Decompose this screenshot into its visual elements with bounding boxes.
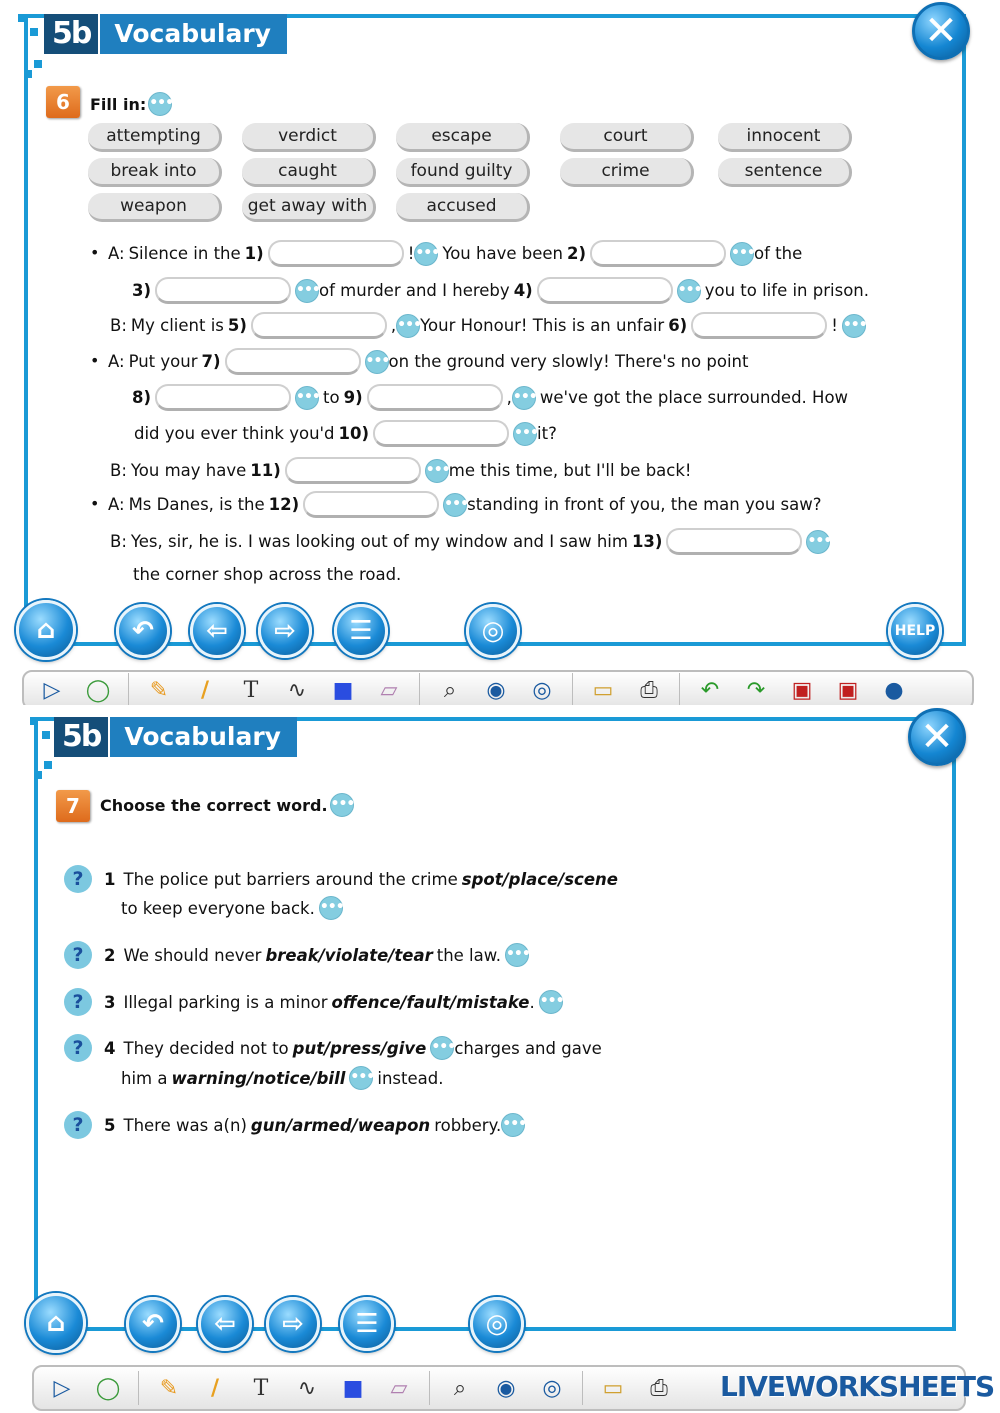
- text: ,: [506, 388, 512, 407]
- text: the law.: [436, 945, 501, 965]
- speaker-label: B:: [110, 316, 127, 335]
- close-button[interactable]: [908, 708, 966, 766]
- decor-pixel: [34, 771, 42, 779]
- close-button[interactable]: [912, 2, 970, 60]
- toolbar-separator: [679, 673, 680, 705]
- undo-icon[interactable]: ↶: [700, 677, 720, 703]
- audio-dots-icon[interactable]: •••: [319, 896, 343, 920]
- text: There was a(n): [123, 1115, 247, 1135]
- exercise-number-badge: 6: [46, 86, 80, 118]
- word-choices[interactable]: put/press/give: [292, 1038, 427, 1058]
- word-chip[interactable]: sentence: [718, 158, 852, 187]
- toolbar-separator: [582, 1371, 583, 1405]
- arrow-right-icon: ⇨: [282, 1309, 304, 1339]
- toolbar-separator: [128, 673, 129, 705]
- text: Ms Danes, is the: [128, 495, 265, 514]
- answer-gap-3[interactable]: [155, 277, 291, 304]
- print-icon[interactable]: ⎙: [640, 677, 658, 703]
- bullet: •: [90, 243, 100, 262]
- question-item: [64, 865, 618, 893]
- previous-page-button[interactable]: [198, 1297, 252, 1351]
- question-item: [64, 941, 529, 969]
- word-choices[interactable]: offence/fault/mistake: [331, 992, 530, 1012]
- close-icon: ✕: [924, 8, 958, 54]
- text: ,: [390, 316, 397, 335]
- toolbar-separator: [138, 1371, 139, 1405]
- text: to: [323, 388, 340, 407]
- word-chip[interactable]: weapon: [88, 193, 222, 222]
- gap-number: 7): [201, 352, 221, 371]
- close-icon: ✕: [920, 714, 954, 760]
- question-item-continued: [121, 896, 343, 920]
- exercise-number-badge: 7: [56, 790, 90, 822]
- audio-dots-icon[interactable]: •••: [501, 1113, 525, 1137]
- dialogue-line: [110, 457, 692, 484]
- arrow-left-icon: ⇦: [214, 1309, 236, 1339]
- audio-button[interactable]: [466, 604, 520, 658]
- audio-dots-icon[interactable]: •••: [365, 350, 389, 374]
- question-icon[interactable]: ?: [64, 1111, 92, 1139]
- list-icon: ☰: [349, 616, 373, 646]
- home-button[interactable]: [16, 600, 76, 660]
- print-icon[interactable]: ⎙: [650, 1375, 668, 1401]
- audio-dots-icon[interactable]: •••: [148, 92, 172, 116]
- dialogue-line: [133, 565, 401, 584]
- question-item: [64, 1111, 525, 1139]
- answer-gap-1[interactable]: [268, 240, 404, 267]
- bullet: •: [90, 351, 100, 370]
- text: !: [831, 316, 838, 335]
- dialogue-line: [132, 277, 869, 304]
- text: Your Honour! This is an unfair: [420, 316, 665, 335]
- item-number: 1: [104, 869, 116, 889]
- text: You have been: [442, 244, 563, 263]
- next-page-button[interactable]: [258, 604, 312, 658]
- text: They decided not to: [123, 1038, 289, 1058]
- exercise-instruction: Choose the correct word.: [100, 795, 328, 815]
- text: Put your: [128, 352, 198, 371]
- save-icon[interactable]: ▣: [791, 677, 813, 703]
- arrow-left-icon: ⇦: [206, 616, 228, 646]
- curve-icon[interactable]: ∿: [287, 677, 307, 703]
- decor-pixel: [30, 28, 38, 36]
- speaker-label: A:: [108, 244, 125, 263]
- word-choices[interactable]: spot/place/scene: [461, 869, 618, 889]
- word-chip[interactable]: crime: [560, 158, 694, 187]
- text-tool-icon[interactable]: T: [243, 677, 259, 703]
- text: Yes, sir, he is. I was looking out of my window and I saw him: [130, 532, 628, 551]
- word-choices[interactable]: warning/notice/bill: [171, 1068, 346, 1088]
- speaker-label: B:: [110, 461, 127, 480]
- word-choices[interactable]: gun/armed/weapon: [250, 1115, 431, 1135]
- back-button[interactable]: [126, 1297, 180, 1351]
- toolbar-separator: [572, 673, 573, 705]
- gap-number: 5): [227, 316, 247, 335]
- word-chip[interactable]: innocent: [718, 123, 852, 152]
- word-chip[interactable]: caught: [242, 158, 376, 187]
- marker-icon[interactable]: /: [200, 677, 210, 703]
- text: you to life in prison.: [704, 281, 869, 300]
- text: it?: [537, 424, 557, 443]
- text: the corner shop across the road.: [133, 565, 402, 584]
- back-button[interactable]: [116, 604, 170, 658]
- text: .: [529, 992, 535, 1012]
- dialogue-line: [110, 528, 830, 555]
- pencil-icon[interactable]: ✎: [159, 1375, 179, 1401]
- answer-gap-4[interactable]: [537, 277, 673, 304]
- audio-dots-icon[interactable]: •••: [539, 990, 563, 1014]
- previous-page-button[interactable]: [190, 604, 244, 658]
- unit-label: 5b: [44, 14, 98, 54]
- audio-dots-icon[interactable]: •••: [414, 242, 438, 266]
- audio-dots-icon[interactable]: •••: [730, 242, 754, 266]
- audio-button[interactable]: [470, 1297, 524, 1351]
- audio-dots-icon[interactable]: •••: [443, 493, 467, 517]
- gap-number: 6): [668, 316, 688, 335]
- tool-toolbar: [22, 670, 974, 705]
- answer-gap-2[interactable]: [590, 240, 726, 267]
- speaker-label: A:: [108, 495, 125, 514]
- text: My client is: [130, 316, 224, 335]
- toolbar-separator: [429, 1371, 430, 1405]
- answer-gap-9[interactable]: [367, 384, 503, 411]
- bullet: •: [90, 494, 100, 513]
- text: me this time, but I'll be back!: [448, 461, 692, 480]
- audio-dots-icon[interactable]: •••: [430, 1036, 454, 1060]
- gap-number: 4): [513, 281, 533, 300]
- word-chip[interactable]: accused: [396, 193, 530, 222]
- marker-icon[interactable]: /: [210, 1375, 220, 1401]
- audio-dots-icon[interactable]: •••: [806, 530, 830, 554]
- audio-icon: ◎: [485, 1309, 509, 1339]
- item-number: 5: [104, 1115, 116, 1135]
- exercise-instruction: Fill in:: [90, 94, 147, 114]
- gap-number: 8): [132, 388, 152, 407]
- word-chip[interactable]: get away with: [242, 193, 376, 222]
- text: on the ground very slowly! There's no point: [388, 352, 749, 371]
- dialogue-line: [132, 384, 848, 411]
- text: !: [407, 244, 415, 263]
- dialogue-line: [108, 491, 822, 518]
- unit-label: 5b: [54, 717, 108, 757]
- text: standing in front of you, the man you saw?: [467, 495, 822, 514]
- item-number: 2: [104, 945, 116, 965]
- list-icon: ☰: [355, 1309, 379, 1339]
- word-chip[interactable]: found guilty: [396, 158, 530, 187]
- question-item: [64, 988, 563, 1016]
- text: robbery.: [434, 1115, 502, 1135]
- text: of the: [754, 244, 803, 263]
- pointer-icon[interactable]: ▷: [43, 677, 61, 703]
- decor-pixel: [44, 761, 52, 769]
- decor-pixel: [24, 70, 32, 78]
- gap-number: 3): [132, 281, 152, 300]
- word-chip[interactable]: attempting: [88, 123, 222, 152]
- item-number: 4: [104, 1038, 116, 1058]
- audio-dots-icon[interactable]: •••: [677, 279, 701, 303]
- note-icon[interactable]: ▭: [592, 677, 614, 703]
- word-chip[interactable]: verdict: [242, 123, 376, 152]
- text: instead.: [377, 1068, 444, 1088]
- dialogue-line: [108, 240, 802, 267]
- toolbar-separator: [419, 673, 420, 705]
- audio-dots-icon[interactable]: •••: [505, 943, 529, 967]
- word-chip[interactable]: break into: [88, 158, 222, 187]
- question-icon[interactable]: ?: [64, 1034, 92, 1062]
- word-chip[interactable]: escape: [396, 123, 530, 152]
- text: Illegal parking is a minor: [123, 992, 328, 1012]
- reveal-icon[interactable]: ◉: [496, 1375, 516, 1401]
- gap-number: 10): [338, 424, 370, 443]
- help-button[interactable]: HELP: [888, 604, 942, 658]
- word-chip[interactable]: court: [560, 123, 694, 152]
- decor-pixel: [30, 717, 38, 725]
- dialogue-line: [134, 420, 557, 447]
- gap-number: 1): [244, 244, 264, 263]
- spotlight-icon[interactable]: ◎: [542, 1375, 562, 1401]
- question-item-continued: [121, 1066, 443, 1090]
- decor-pixel: [34, 60, 42, 68]
- speaker-label: A:: [108, 352, 125, 371]
- lasso-icon[interactable]: ◯: [95, 1375, 121, 1401]
- question-item: [64, 1034, 602, 1062]
- answer-gap-6[interactable]: [691, 312, 827, 339]
- home-icon: ⌂: [36, 615, 56, 645]
- section-title: Vocabulary: [98, 14, 287, 54]
- watermark-logo: LIVEWORKSHEETS: [720, 1370, 995, 1403]
- globe-icon[interactable]: ●: [884, 677, 904, 703]
- question-icon[interactable]: ?: [64, 865, 92, 893]
- audio-dots-icon[interactable]: •••: [349, 1066, 373, 1090]
- audio-dots-icon[interactable]: •••: [330, 793, 354, 817]
- save-as-icon[interactable]: ▣: [837, 677, 859, 703]
- audio-dots-icon[interactable]: •••: [295, 279, 319, 303]
- text: charges and gave: [454, 1038, 602, 1058]
- answer-gap-12[interactable]: [303, 491, 439, 518]
- gap-number: 13): [631, 532, 663, 551]
- contents-button[interactable]: [334, 604, 388, 658]
- answer-gap-8[interactable]: [155, 384, 291, 411]
- redo-icon[interactable]: ↷: [746, 677, 766, 703]
- gap-number: 12): [268, 495, 300, 514]
- zoom-icon[interactable]: ⌕: [443, 677, 457, 703]
- exercise-7-panel: [0, 705, 1000, 1413]
- curve-icon[interactable]: ∿: [297, 1375, 317, 1401]
- answer-gap-7[interactable]: [225, 348, 361, 375]
- question-icon[interactable]: ?: [64, 941, 92, 969]
- audio-dots-icon[interactable]: •••: [295, 386, 319, 410]
- audio-dots-icon[interactable]: •••: [842, 314, 866, 338]
- text: of murder and I hereby: [319, 281, 510, 300]
- audio-dots-icon[interactable]: •••: [513, 422, 537, 446]
- speaker-label: B:: [110, 532, 127, 551]
- arrow-right-icon: ⇨: [274, 616, 296, 646]
- text-tool-icon[interactable]: T: [253, 1375, 269, 1401]
- audio-dots-icon[interactable]: •••: [425, 459, 449, 483]
- answer-gap-10[interactable]: [373, 420, 509, 447]
- text: We should never: [123, 945, 262, 965]
- exercise-6-panel: [0, 0, 1000, 705]
- reveal-icon[interactable]: ◉: [486, 677, 506, 703]
- section-title: Vocabulary: [108, 717, 297, 757]
- gap-number: 2): [566, 244, 586, 263]
- eraser-icon[interactable]: ▱: [390, 1375, 408, 1401]
- audio-dots-icon[interactable]: •••: [396, 314, 420, 338]
- text: him a: [121, 1068, 168, 1088]
- text: to keep everyone back.: [121, 898, 315, 918]
- lasso-icon[interactable]: ◯: [85, 677, 111, 703]
- answer-gap-5[interactable]: [251, 312, 387, 339]
- shape-icon[interactable]: ■: [332, 677, 354, 703]
- answer-gap-13[interactable]: [666, 528, 802, 555]
- decor-pixel: [42, 731, 50, 739]
- note-icon[interactable]: ▭: [602, 1375, 624, 1401]
- item-number: 3: [104, 992, 116, 1012]
- text: did you ever think you'd: [134, 424, 335, 443]
- zoom-icon[interactable]: ⌕: [453, 1375, 467, 1401]
- decor-pixel: [18, 14, 26, 22]
- contents-button[interactable]: [340, 1297, 394, 1351]
- eraser-icon[interactable]: ▱: [380, 677, 398, 703]
- text: Silence in the: [128, 244, 241, 263]
- gap-number: 9): [343, 388, 363, 407]
- answer-gap-11[interactable]: [285, 457, 421, 484]
- text: The police put barriers around the crime: [123, 869, 458, 889]
- section-header: [44, 14, 287, 54]
- spotlight-icon[interactable]: ◎: [532, 677, 552, 703]
- home-icon: ⌂: [46, 1308, 66, 1338]
- text: we've got the place surrounded. How: [539, 388, 849, 407]
- next-page-button[interactable]: [266, 1297, 320, 1351]
- word-choices[interactable]: break/violate/tear: [265, 945, 433, 965]
- shape-icon[interactable]: ■: [342, 1375, 364, 1401]
- pencil-icon[interactable]: ✎: [149, 677, 169, 703]
- back-icon: ↶: [132, 616, 154, 646]
- text: You may have: [130, 461, 247, 480]
- dialogue-line: [108, 348, 748, 375]
- home-button[interactable]: [26, 1293, 86, 1353]
- dialogue-line: [110, 312, 866, 339]
- section-header: [54, 717, 297, 757]
- back-icon: ↶: [142, 1309, 164, 1339]
- audio-dots-icon[interactable]: •••: [512, 386, 536, 410]
- audio-icon: ◎: [481, 616, 505, 646]
- pointer-icon[interactable]: ▷: [53, 1375, 71, 1401]
- question-icon[interactable]: ?: [64, 988, 92, 1016]
- gap-number: 11): [250, 461, 281, 480]
